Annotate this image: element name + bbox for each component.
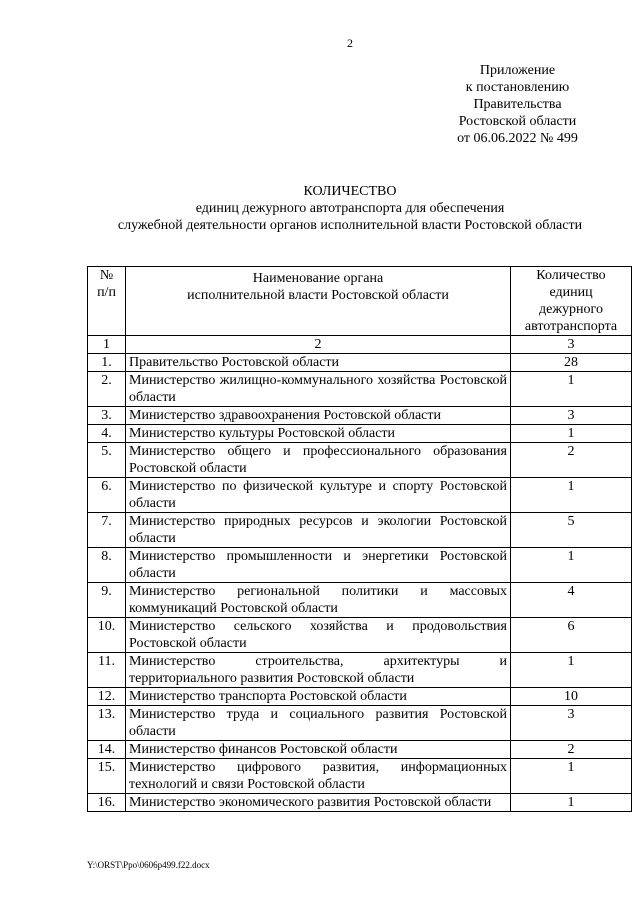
row-num: 16. [88, 794, 126, 812]
table-row [88, 425, 632, 443]
row-qty: 1 [511, 653, 632, 688]
row-qty: 1 [511, 548, 632, 583]
header-name-line: исполнительной власти Ростовской области [187, 288, 449, 303]
document-title [0, 183, 640, 234]
row-name: Министерство финансов Ростовской области [126, 741, 511, 759]
row-name: Министерство сельского хозяйства и продовольствия Ростовской области [126, 618, 511, 653]
row-qty: 2 [511, 741, 632, 759]
col-number-2: 2 [126, 336, 511, 354]
row-name: Министерство транспорта Ростовской области [126, 688, 511, 706]
row-num: 4. [88, 425, 126, 443]
row-num: 5. [88, 443, 126, 478]
appendix-line: от 06.06.2022 № 499 [457, 131, 578, 146]
row-num: 14. [88, 741, 126, 759]
appendix-block [430, 62, 605, 147]
row-num: 10. [88, 618, 126, 653]
row-num: 15. [88, 759, 126, 794]
table-row [88, 513, 632, 548]
row-qty: 1 [511, 372, 632, 407]
row-qty: 3 [511, 706, 632, 741]
row-num: 13. [88, 706, 126, 741]
row-qty: 1 [511, 794, 632, 812]
appendix-line: Ростовской области [458, 114, 577, 129]
vehicles-table [87, 266, 632, 812]
title-subline: единиц дежурного автотранспорта для обеспечения [195, 201, 505, 216]
row-qty: 6 [511, 618, 632, 653]
table-row [88, 688, 632, 706]
header-num-line: п/п [97, 285, 116, 300]
appendix-line: к постановлению [465, 80, 570, 95]
appendix-line: Приложение [479, 63, 556, 78]
file-path-footer: Y:\ORST\Ppo\0606p499.f22.docx [87, 860, 210, 870]
row-name: Правительство Ростовской области [126, 354, 511, 372]
row-qty: 3 [511, 407, 632, 425]
row-qty: 4 [511, 583, 632, 618]
row-name: Министерство промышленности и энергетики Ростовской области [126, 548, 511, 583]
row-num: 7. [88, 513, 126, 548]
row-name: Министерство строительства, архитектуры и территориального развития Ростовской области [126, 653, 511, 688]
row-num: 11. [88, 653, 126, 688]
row-name: Министерство здравоохранения Ростовской области [126, 407, 511, 425]
row-name: Министерство региональной политики и массовых коммуникаций Ростовской области [126, 583, 511, 618]
row-num: 1. [88, 354, 126, 372]
row-qty: 1 [511, 425, 632, 443]
table-row [88, 653, 632, 688]
table-row [88, 548, 632, 583]
table-row [88, 478, 632, 513]
row-name: Министерство общего и профессионального образования Ростовской области [126, 443, 511, 478]
table-row [88, 407, 632, 425]
header-num [88, 267, 126, 336]
table-row [88, 618, 632, 653]
table-row [88, 372, 632, 407]
row-qty: 10 [511, 688, 632, 706]
title-heading: КОЛИЧЕСТВО [303, 184, 397, 199]
table-row [88, 583, 632, 618]
col-number-3: 3 [511, 336, 632, 354]
column-numbers-row [88, 336, 632, 354]
row-qty: 2 [511, 443, 632, 478]
row-qty: 5 [511, 513, 632, 548]
table-header-row [88, 267, 632, 336]
header-qty-line: Количество [536, 268, 606, 283]
appendix-line: Правительства [473, 97, 562, 112]
row-name: Министерство культуры Ростовской области [126, 425, 511, 443]
row-name: Министерство по физической культуре и спорту Ростовской области [126, 478, 511, 513]
row-qty: 1 [511, 478, 632, 513]
table-row [88, 794, 632, 812]
header-name-line: Наименование органа [252, 271, 384, 286]
table-row [88, 706, 632, 741]
col-number-1: 1 [88, 336, 126, 354]
table-row [88, 354, 632, 372]
row-name: Министерство экономического развития Ростовской области [126, 794, 511, 812]
header-qty-line: автотранспорта [524, 319, 618, 334]
row-num: 9. [88, 583, 126, 618]
header-qty [511, 267, 632, 336]
table-row [88, 759, 632, 794]
row-qty: 1 [511, 759, 632, 794]
header-num-line: № [99, 268, 114, 283]
row-name: Министерство жилищно-коммунального хозяйства Ростовской области [126, 372, 511, 407]
header-qty-line: единиц [549, 285, 593, 300]
row-num: 2. [88, 372, 126, 407]
row-num: 8. [88, 548, 126, 583]
row-qty: 28 [511, 354, 632, 372]
table-row [88, 443, 632, 478]
row-num: 3. [88, 407, 126, 425]
table-row [88, 741, 632, 759]
page-number: 2 [347, 36, 353, 50]
title-subline: служебной деятельности органов исполнительной власти Ростовской области [117, 218, 583, 233]
row-name: Министерство природных ресурсов и экологии Ростовской области [126, 513, 511, 548]
row-num: 6. [88, 478, 126, 513]
header-name [126, 267, 511, 336]
header-qty-line: дежурного [539, 302, 603, 317]
row-name: Министерство труда и социального развития Ростовской области [126, 706, 511, 741]
row-num: 12. [88, 688, 126, 706]
row-name: Министерство цифрового развития, информационных технологий и связи Ростовской области [126, 759, 511, 794]
